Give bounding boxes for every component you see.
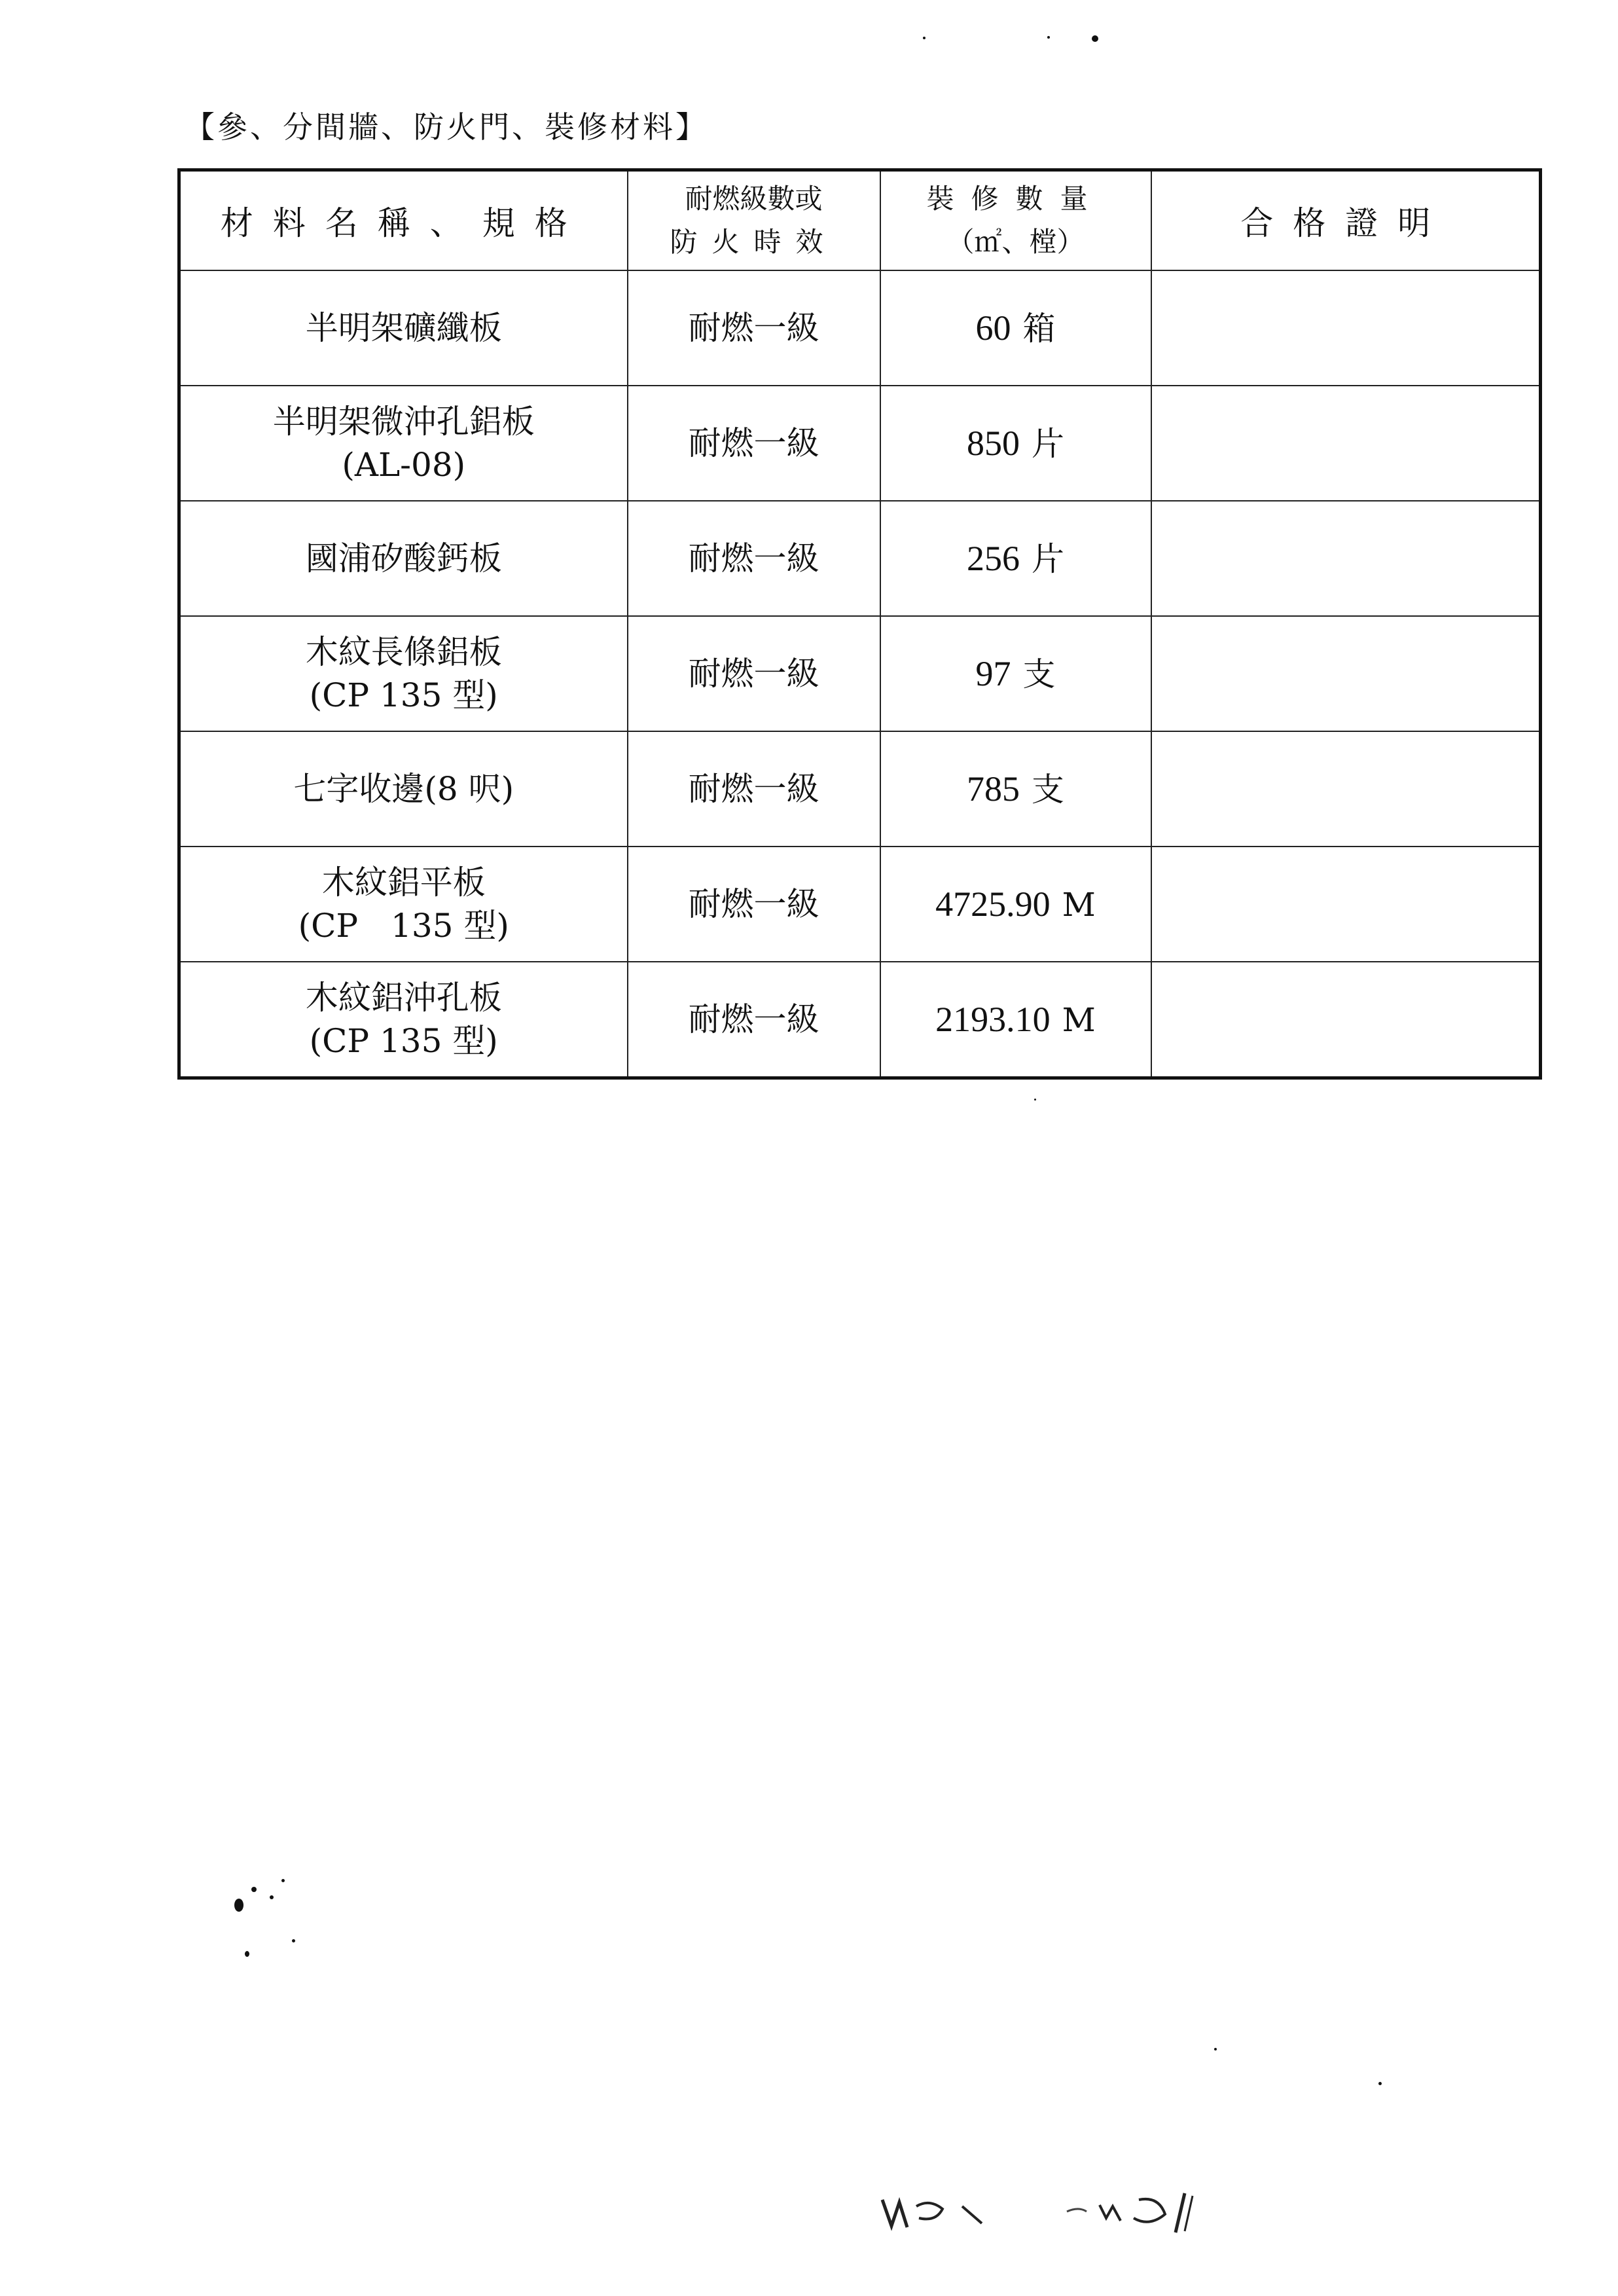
table-row	[179, 386, 1541, 501]
quantity-value: 97	[975, 653, 1011, 693]
quantity-unit: 片	[1032, 424, 1064, 463]
quantity-unit: 片	[1032, 539, 1064, 578]
quantity-cell	[880, 386, 1151, 501]
table-row	[179, 501, 1541, 616]
header-rating	[628, 170, 880, 271]
table-row	[179, 731, 1541, 847]
header-qty	[880, 170, 1151, 271]
quantity-unit: 箱	[1022, 309, 1056, 348]
scan-speck	[245, 1951, 249, 1957]
table-header	[179, 170, 1541, 271]
scan-speck	[1034, 1099, 1036, 1101]
scan-speck	[923, 37, 926, 39]
rating-cell: 耐燃一級	[628, 616, 880, 731]
quantity-value: 785	[967, 769, 1020, 809]
quantity-value: 60	[975, 308, 1011, 348]
header-qty-line2: （㎡、樘）	[946, 226, 1085, 258]
material-name: 木紋長條鋁板	[305, 633, 502, 671]
header-name-label: 材料名稱、規格	[220, 204, 587, 242]
section-title: 【參、分間牆、防火門、裝修材料】	[185, 109, 708, 145]
scan-speck	[251, 1887, 257, 1892]
table-body	[179, 270, 1541, 1078]
rating-cell: 耐燃一級	[628, 962, 880, 1078]
header-rating-line1: 耐燃級數或	[685, 183, 823, 215]
rating-cell: 耐燃一級	[628, 270, 880, 386]
header-row	[179, 170, 1541, 271]
scan-speck	[292, 1939, 295, 1942]
header-rating-line2: 防火時效	[670, 226, 838, 258]
materials-table	[177, 168, 1542, 1080]
material-name: 木紋鋁沖孔板	[305, 979, 502, 1017]
material-name-cell	[179, 962, 628, 1078]
quantity-value: 4725.90	[935, 884, 1051, 924]
rating-cell: 耐燃一級	[628, 847, 880, 962]
rating-cell: 耐燃一級	[628, 731, 880, 847]
material-name-cell	[179, 847, 628, 962]
certificate-cell	[1151, 847, 1541, 962]
scan-speck	[270, 1895, 274, 1899]
scan-speck	[281, 1879, 285, 1882]
material-name: 木紋鋁平板	[321, 864, 486, 902]
material-name: 半明架礦纖板	[305, 309, 502, 347]
quantity-value: 256	[967, 538, 1020, 578]
header-cert	[1151, 170, 1541, 271]
certificate-cell	[1151, 270, 1541, 386]
partial-stamp-mark	[877, 2180, 1217, 2239]
quantity-unit: 支	[1032, 770, 1064, 809]
material-name: 七字收邊(8 呎)	[293, 770, 514, 808]
material-spec: (CP 135 型)	[298, 907, 509, 945]
quantity-unit: M	[1062, 885, 1096, 924]
quantity-cell	[880, 962, 1151, 1078]
quantity-cell	[880, 847, 1151, 962]
table-row	[179, 616, 1541, 731]
scan-speck	[1378, 2082, 1382, 2085]
scan-speck	[1047, 36, 1050, 39]
material-name-cell	[179, 731, 628, 847]
quantity-value: 2193.10	[935, 999, 1051, 1039]
quantity-unit: 支	[1022, 655, 1056, 693]
certificate-cell	[1151, 731, 1541, 847]
certificate-cell	[1151, 501, 1541, 616]
material-name: 國浦矽酸鈣板	[305, 539, 502, 577]
material-name-cell	[179, 616, 628, 731]
scan-speck	[1214, 2048, 1217, 2050]
table-row	[179, 270, 1541, 386]
rating-cell: 耐燃一級	[628, 386, 880, 501]
material-name-cell	[179, 270, 628, 386]
certificate-cell	[1151, 386, 1541, 501]
material-spec: (CP 135 型)	[309, 1022, 498, 1060]
scan-speck	[234, 1899, 243, 1912]
material-name: 半明架微沖孔鋁板	[272, 403, 535, 441]
quantity-cell	[880, 501, 1151, 616]
rating-cell: 耐燃一級	[628, 501, 880, 616]
quantity-cell	[880, 270, 1151, 386]
scan-speck	[1092, 35, 1098, 42]
header-cert-label: 合格證明	[1240, 204, 1450, 242]
material-spec: (CP 135 型)	[309, 676, 498, 714]
quantity-unit: M	[1062, 1000, 1096, 1039]
quantity-cell	[880, 616, 1151, 731]
material-name-cell	[179, 501, 628, 616]
quantity-cell	[880, 731, 1151, 847]
table-row	[179, 847, 1541, 962]
table-row	[179, 962, 1541, 1078]
certificate-cell	[1151, 962, 1541, 1078]
material-name-cell	[179, 386, 628, 501]
quantity-value: 850	[967, 423, 1020, 463]
certificate-cell	[1151, 616, 1541, 731]
header-name	[179, 170, 628, 271]
material-spec: (AL-08)	[342, 446, 466, 484]
header-qty-line1: 裝修數量	[926, 183, 1105, 215]
